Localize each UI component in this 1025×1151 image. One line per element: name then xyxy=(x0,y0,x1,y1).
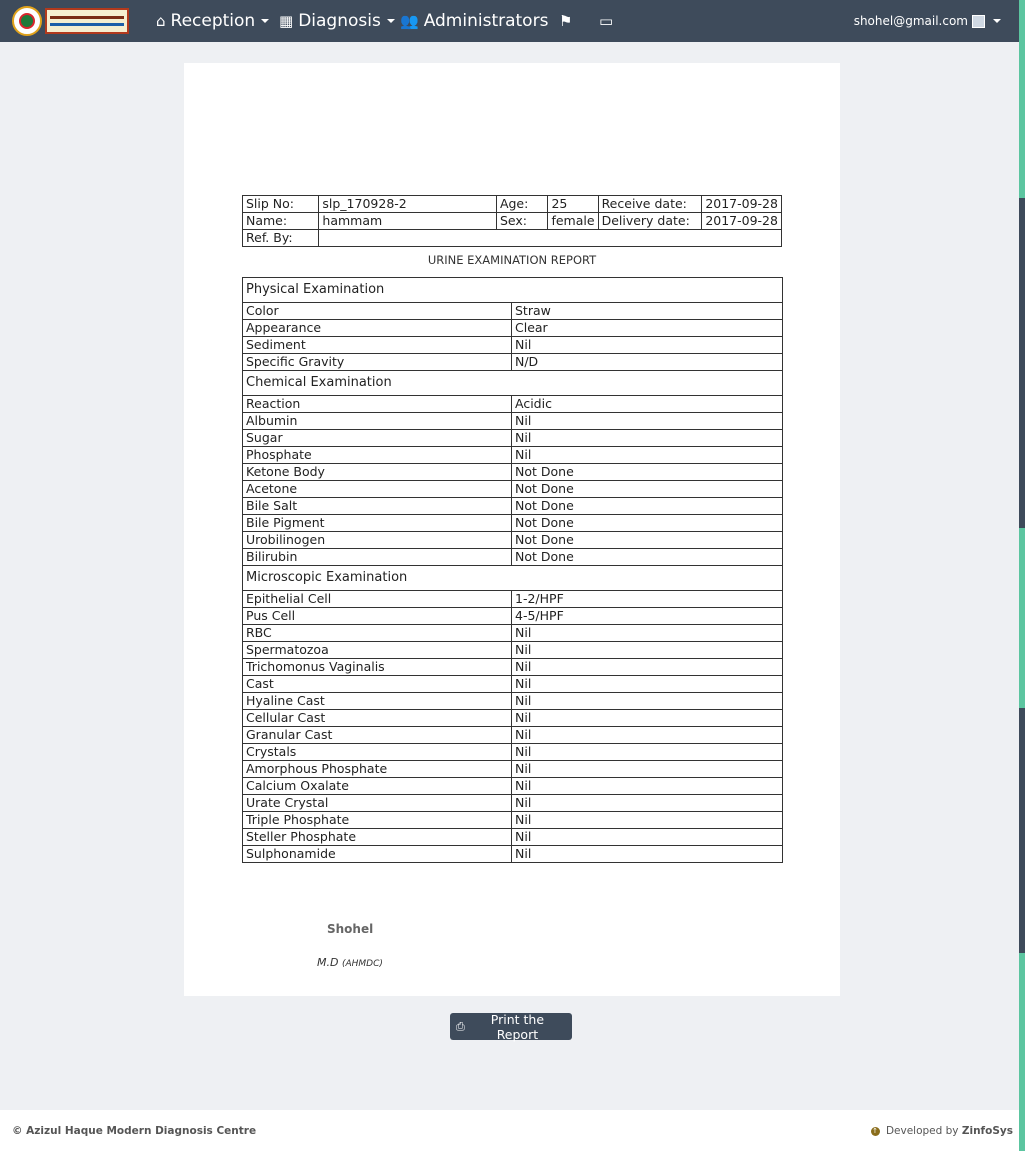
test-result: Nil xyxy=(512,693,783,710)
test-result: Nil xyxy=(512,778,783,795)
table-row xyxy=(243,795,783,812)
table-row xyxy=(243,761,783,778)
table-row xyxy=(243,396,783,413)
signature-degree-text: M.D xyxy=(317,956,339,969)
sex-value: female xyxy=(548,213,598,230)
section-row xyxy=(243,371,783,396)
nav-reception-label: Reception xyxy=(170,11,256,31)
report-title: URINE EXAMINATION REPORT xyxy=(427,253,597,267)
test-result: Nil xyxy=(512,744,783,761)
table-row xyxy=(243,549,783,566)
age-value: 25 xyxy=(548,196,598,213)
edge-segment xyxy=(1019,198,1025,528)
test-result: Not Done xyxy=(512,515,783,532)
test-result: 1-2/HPF xyxy=(512,591,783,608)
test-name: Acetone xyxy=(243,481,512,498)
test-name: Crystals xyxy=(243,744,512,761)
table-row xyxy=(243,303,783,320)
table-row xyxy=(243,498,783,515)
test-name: Trichomonus Vaginalis xyxy=(243,659,512,676)
test-result: Nil xyxy=(512,812,783,829)
footer xyxy=(0,1110,1019,1151)
nav-diagnosis[interactable] xyxy=(279,0,395,42)
test-name: RBC xyxy=(243,625,512,642)
test-result: Nil xyxy=(512,795,783,812)
test-name: Sulphonamide xyxy=(243,846,512,863)
chevron-down-icon xyxy=(387,19,395,23)
test-name: Reaction xyxy=(243,396,512,413)
test-name: Bile Salt xyxy=(243,498,512,515)
test-name: Pus Cell xyxy=(243,608,512,625)
table-row xyxy=(243,710,783,727)
age-label: Age: xyxy=(496,196,548,213)
home-icon: ⌂ xyxy=(156,12,166,30)
nav-reception[interactable] xyxy=(156,0,269,42)
table-row xyxy=(243,447,783,464)
user-email: shohel@gmail.com xyxy=(853,14,968,28)
signature-degree xyxy=(317,956,383,969)
slip-label: Slip No: xyxy=(243,196,319,213)
test-result: Nil xyxy=(512,727,783,744)
users-icon: 👥 xyxy=(400,12,419,30)
section-row xyxy=(243,566,783,591)
patient-info-table xyxy=(242,195,782,247)
test-name: Urate Crystal xyxy=(243,795,512,812)
test-result: 4-5/HPF xyxy=(512,608,783,625)
table-row xyxy=(243,430,783,447)
user-menu[interactable] xyxy=(854,0,1001,42)
table-row xyxy=(243,591,783,608)
test-name: Bilirubin xyxy=(243,549,512,566)
table-row xyxy=(243,625,783,642)
footer-copyright: © Azizul Haque Modern Diagnosis Centre xyxy=(12,1125,257,1137)
test-result: Clear xyxy=(512,320,783,337)
table-row xyxy=(243,659,783,676)
test-name: Triple Phosphate xyxy=(243,812,512,829)
section-title: Chemical Examination xyxy=(243,371,783,396)
table-row xyxy=(243,464,783,481)
name-label: Name: xyxy=(243,213,319,230)
test-name: Calcium Oxalate xyxy=(243,778,512,795)
ref-label: Ref. By: xyxy=(243,230,319,247)
print-icon: ⎙ xyxy=(456,1019,465,1033)
table-row xyxy=(243,693,783,710)
test-result: Nil xyxy=(512,710,783,727)
test-name: Albumin xyxy=(243,413,512,430)
table-row xyxy=(243,676,783,693)
test-result: Not Done xyxy=(512,532,783,549)
table-row xyxy=(243,320,783,337)
test-name: Steller Phosphate xyxy=(243,829,512,846)
test-result: N/D xyxy=(512,354,783,371)
test-result: Not Done xyxy=(512,481,783,498)
test-name: Phosphate xyxy=(243,447,512,464)
test-result: Not Done xyxy=(512,498,783,515)
test-result: Acidic xyxy=(512,396,783,413)
test-result: Straw xyxy=(512,303,783,320)
footer-developer-link[interactable]: ZinfoSys xyxy=(961,1125,1013,1137)
test-name: Amorphous Phosphate xyxy=(243,761,512,778)
test-name: Color xyxy=(243,303,512,320)
table-row xyxy=(243,354,783,371)
receive-date-label: Receive date: xyxy=(598,196,702,213)
test-result: Nil xyxy=(512,337,783,354)
table-row xyxy=(243,727,783,744)
nav-diagnosis-label: Diagnosis xyxy=(298,11,381,31)
card-icon: ▭ xyxy=(599,12,614,30)
avatar xyxy=(972,15,985,28)
results-table xyxy=(242,277,783,863)
arrow-circle-icon: ↑ xyxy=(872,1126,879,1135)
receive-date-value: 2017-09-28 xyxy=(702,196,782,213)
test-name: Specific Gravity xyxy=(243,354,512,371)
test-result: Not Done xyxy=(512,549,783,566)
chevron-down-icon xyxy=(261,19,269,23)
nav-flag[interactable] xyxy=(559,0,577,42)
test-name: Granular Cast xyxy=(243,727,512,744)
table-row xyxy=(243,608,783,625)
table-row xyxy=(243,812,783,829)
chevron-down-icon xyxy=(993,19,1001,23)
section-row xyxy=(243,278,783,303)
table-row xyxy=(243,337,783,354)
test-result: Nil xyxy=(512,676,783,693)
test-result: Nil xyxy=(512,413,783,430)
sex-label: Sex: xyxy=(496,213,548,230)
edge-segment xyxy=(1019,708,1025,953)
right-edge-strip xyxy=(1019,0,1025,1151)
test-name: Cast xyxy=(243,676,512,693)
table-row xyxy=(243,846,783,863)
nav-card[interactable] xyxy=(599,0,618,42)
nav-administrators-label: Administrators xyxy=(423,11,549,31)
test-name: Appearance xyxy=(243,320,512,337)
test-result: Nil xyxy=(512,846,783,863)
delivery-date-label: Delivery date: xyxy=(598,213,702,230)
logo-emblem xyxy=(12,6,42,36)
signature-institution: (AHMDC) xyxy=(341,959,383,969)
test-name: Sugar xyxy=(243,430,512,447)
test-result: Not Done xyxy=(512,464,783,481)
footer-developed-by: Developed by xyxy=(885,1125,959,1137)
table-row xyxy=(243,829,783,846)
test-name: Cellular Cast xyxy=(243,710,512,727)
test-name: Urobilinogen xyxy=(243,532,512,549)
table-row xyxy=(243,481,783,498)
test-result: Nil xyxy=(512,761,783,778)
print-report-label: Print the Report xyxy=(490,1011,545,1042)
print-report-button[interactable] xyxy=(450,1013,572,1040)
test-result: Nil xyxy=(512,829,783,846)
test-result: Nil xyxy=(512,659,783,676)
hospital-icon: ▦ xyxy=(279,12,294,30)
table-row xyxy=(243,744,783,761)
brand-logo[interactable] xyxy=(12,5,132,37)
section-title: Physical Examination xyxy=(243,278,783,303)
test-name: Ketone Body xyxy=(243,464,512,481)
test-result: Nil xyxy=(512,447,783,464)
table-row xyxy=(243,642,783,659)
test-result: Nil xyxy=(512,642,783,659)
test-name: Hyaline Cast xyxy=(243,693,512,710)
name-value: hammam xyxy=(319,213,497,230)
nav-administrators[interactable] xyxy=(400,0,548,42)
ref-value xyxy=(319,230,782,247)
delivery-date-value: 2017-09-28 xyxy=(702,213,782,230)
test-name: Spermatozoa xyxy=(243,642,512,659)
logo-banner xyxy=(45,8,129,34)
test-name: Sediment xyxy=(243,337,512,354)
test-name: Bile Pigment xyxy=(243,515,512,532)
top-navbar xyxy=(0,0,1019,42)
table-row xyxy=(243,515,783,532)
test-name: Epithelial Cell xyxy=(243,591,512,608)
table-row xyxy=(243,778,783,795)
section-title: Microscopic Examination xyxy=(243,566,783,591)
slip-value: slp_170928-2 xyxy=(319,196,497,213)
flag-icon: ⚑ xyxy=(559,12,573,30)
signature-name: Shohel xyxy=(327,922,374,936)
footer-developer xyxy=(871,1125,1013,1137)
report-sheet xyxy=(184,63,840,996)
test-result: Nil xyxy=(512,430,783,447)
table-row xyxy=(243,532,783,549)
test-result: Nil xyxy=(512,625,783,642)
table-row xyxy=(243,413,783,430)
